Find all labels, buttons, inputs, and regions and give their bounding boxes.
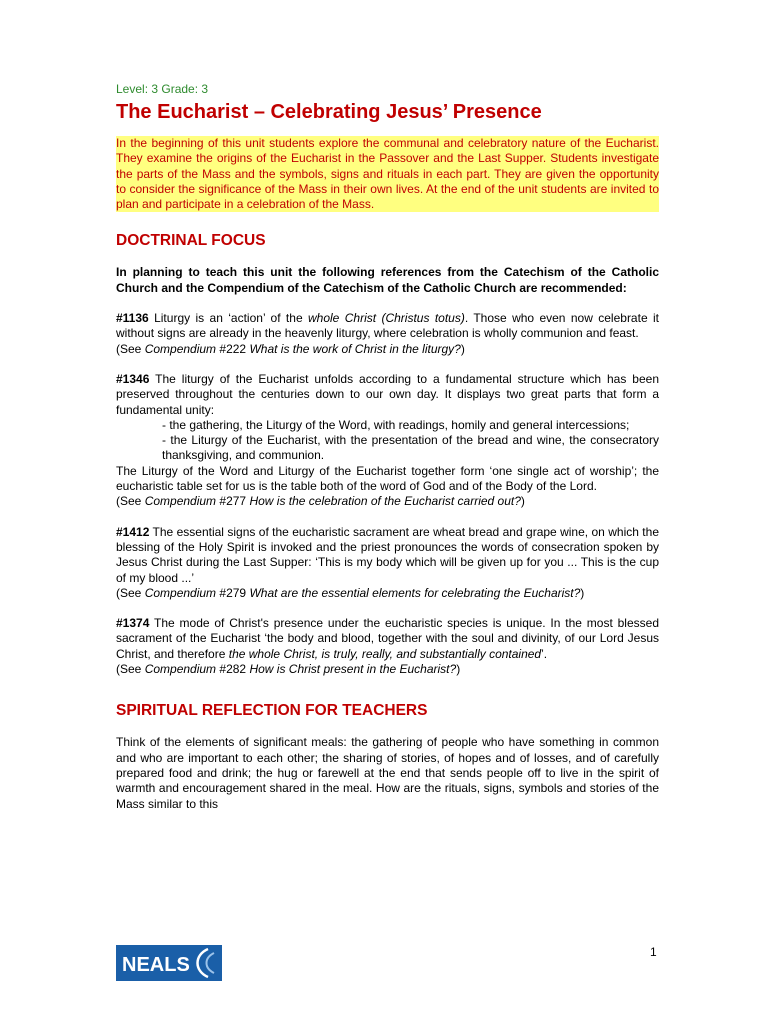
page-title: The Eucharist – Celebrating Jesus’ Presence <box>116 101 542 123</box>
document-page <box>116 82 659 812</box>
level-grade: Level: 3 Grade: 3 <box>116 82 209 96</box>
page-number: 1 <box>650 945 657 959</box>
ref-number: #1412 <box>116 524 150 539</box>
paragraph-1412: #1412 The essential signs of the eucharistic sacrament are wheat bread and grape wine, on which the blessing of the Holy Spirit is invoked and the priest pronounces the words of consecration spoken by Jesus Christ during the Last Supper: ‘This is my body which will be given up for you ... This is the cup of my blood ...’ (See Compendium #279 What are the essential elements for celebrating the Eucharist?) <box>116 524 659 600</box>
paragraph-1136: #1136 Liturgy is an ‘action’ of the whole Christ (Christus totus). Those who even now celebrate it without signs are already in the heavenly liturgy, where celebration is wholly communion and feast. (See Compendium #222 What is the work of Christ in the liturgy?) <box>116 311 659 356</box>
ref-number: #1374 <box>116 616 150 631</box>
paragraph-1346: #1346 The liturgy of the Eucharist unfolds according to a fundamental structure which has been preserved throughout the centuries down to our own day. It displays two great parts that form a fundamental unity: <box>116 371 659 417</box>
paragraph-1346-continued: The Liturgy of the Word and Liturgy of the Eucharist together form ‘one single act of worship’; the eucharistic table set for us is the table both of the word of God and of the Body of the Lord. <box>116 463 659 494</box>
spiritual-reflection-heading: SPIRITUAL REFLECTION FOR TEACHERS <box>116 702 428 720</box>
ref-number: #1346 <box>116 371 150 386</box>
compendium-reference: (See Compendium #222 What is the work of Christ in the liturgy?) <box>116 341 465 356</box>
ref-number: #1136 <box>116 311 149 326</box>
paragraph-1374: #1374 The mode of Christ's presence under the eucharistic species is unique. In the most blessed sacrament of the Eucharist ‘the body and blood, together with the soul and divinity, of our Lord Jesus Christ, and therefore the whole Christ, is truly, really, and substantially contained’. (See Compendium #282 How is Christ present in the Eucharist?) <box>116 616 659 677</box>
neals-logo <box>116 945 222 981</box>
bullet-gathering: - the gathering, the Liturgy of the Word, with readings, homily and general intercessions; <box>162 417 630 432</box>
compendium-reference: (See Compendium #277 How is the celebration of the Eucharist carried out?) <box>116 494 525 509</box>
compendium-reference: (See Compendium #279 What are the essential elements for celebrating the Eucharist?) <box>116 585 585 600</box>
doctrinal-lead: In planning to teach this unit the following references from the Catechism of the Catholic Church and the Compendium of the Catechism of the Catholic Church are recommended: <box>116 265 659 295</box>
reflection-paragraph: Think of the elements of significant meals: the gathering of people who have something in common and who are important to each other; the sharing of stories, of hopes and of losses, and of carefully prepared food and drink; the hug or farewell at the end that sends people off to live in the spirit of warmth and encouragement shared in the meal. How are the rituals, signs, symbols and stories of the Mass similar to this <box>116 735 659 811</box>
intro-paragraph: In the beginning of this unit students explore the communal and celebratory nature of the Eucharist. They examine the origins of the Eucharist in the Passover and the Last Supper. Students investigate the parts of the Mass and the symbols, signs and rituals in each part. They are given the opportunity to consider the significance of the Mass in their own lives. At the end of the unit students are invited to plan and participate in a celebration of the Mass. <box>116 136 659 212</box>
bullet-liturgy-eucharist: - the Liturgy of the Eucharist, with the presentation of the bread and wine, the consecratory thanksgiving, and communion. <box>162 433 659 463</box>
doctrinal-focus-heading: DOCTRINAL FOCUS <box>116 232 266 250</box>
logo-text: NEALS <box>122 954 190 976</box>
compendium-reference: (See Compendium #282 How is Christ present in the Eucharist?) <box>116 662 461 677</box>
